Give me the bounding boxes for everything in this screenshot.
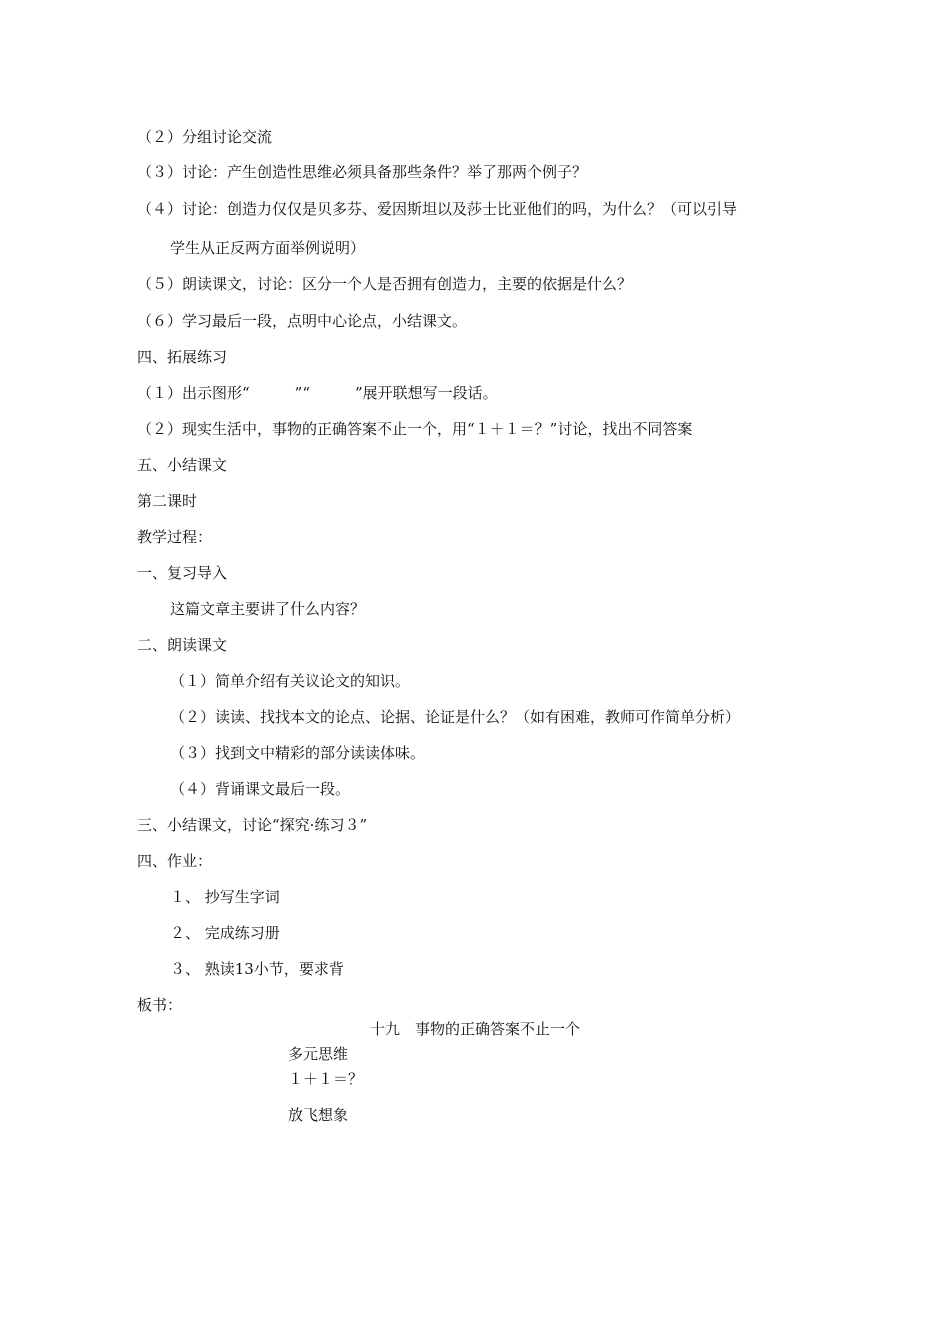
homework-item-1: １、 抄写生字词 <box>170 888 280 906</box>
line-read-1: （１）简单介绍有关议论文的知识。 <box>170 672 411 690</box>
homework-item-2: ２、 完成练习册 <box>170 924 280 942</box>
line-4-continuation: 学生从正反两方面举例说明） <box>170 239 366 257</box>
line-2-group-discussion: （２）分组讨论交流 <box>137 128 273 146</box>
board-item-imagination: 放飞想象 <box>288 1106 349 1124</box>
section-2-read-text: 二、朗读课文 <box>137 636 228 654</box>
blackboard-heading: 板书： <box>137 996 183 1014</box>
section-1-review: 一、复习导入 <box>137 564 228 582</box>
line-ext-1-figures: （１）出示图形“ ”“ ”展开联想写一段话。 <box>137 384 498 402</box>
line-5-read-aloud: （５）朗读课文，讨论：区分一个人是否拥有创造力，主要的依据是什么？ <box>137 275 633 293</box>
second-lesson-heading: 第二课时 <box>137 492 198 510</box>
section-4-extension: 四、拓展练习 <box>137 348 228 366</box>
line-read-3: （３）找到文中精彩的部分读读体味。 <box>170 744 426 762</box>
line-read-2: （２）读读、找找本文的论点、论据、论证是什么？（如有困难，教师可作简单分析） <box>170 708 741 726</box>
line-3-conditions: （３）讨论：产生创造性思维必须具备那些条件？举了那两个例子？ <box>137 163 588 181</box>
board-item-multiple-thinking: 多元思维 <box>288 1045 349 1063</box>
homework-item-3: ３、 熟读13小节，要求背 <box>170 960 344 978</box>
line-read-4: （４）背诵课文最后一段。 <box>170 780 351 798</box>
section-3-summary-discuss: 三、小结课文，讨论“探究·练习３” <box>137 816 368 834</box>
section-5-summary: 五、小结课文 <box>137 456 228 474</box>
board-title: 十九 事物的正确答案不止一个 <box>370 1020 581 1038</box>
line-6-last-paragraph: （６）学习最后一段，点明中心论点，小结课文。 <box>137 312 468 330</box>
board-item-equation: １＋１＝？ <box>288 1070 364 1088</box>
line-review-question: 这篇文章主要讲了什么内容？ <box>170 600 366 618</box>
section-4-homework: 四、作业： <box>137 852 213 870</box>
line-ext-2-real-life: （２）现实生活中，事物的正确答案不止一个，用“１＋１＝？”讨论，找出不同答案 <box>137 420 693 438</box>
line-4-creativity: （４）讨论：创造力仅仅是贝多芬、爱因斯坦以及莎士比亚他们的吗，为什么？（可以引导 <box>137 200 738 218</box>
teaching-process-heading: 教学过程： <box>137 528 213 546</box>
